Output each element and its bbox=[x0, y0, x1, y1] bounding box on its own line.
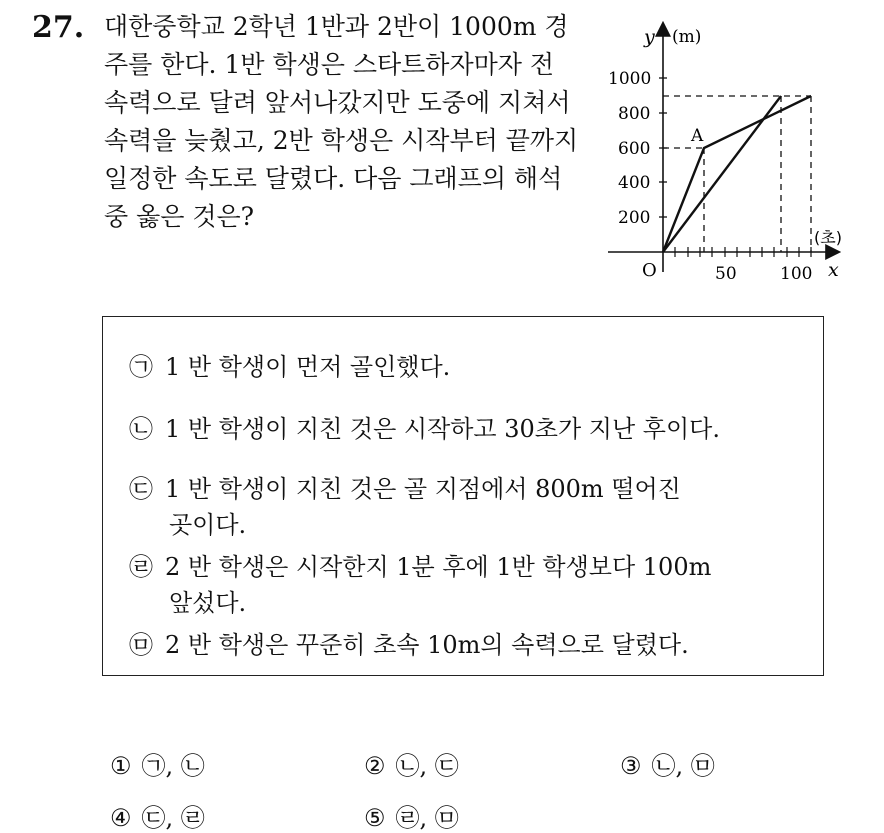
class1-line bbox=[663, 96, 811, 252]
x-tick-label: 100 bbox=[780, 264, 813, 284]
stem-line: 속력으로 달려 앞서나갔지만 도중에 지쳐서 bbox=[104, 88, 571, 117]
choice-number: ④ bbox=[110, 804, 132, 832]
statement-text-continued: 곳이다. bbox=[169, 511, 247, 539]
statement-marker: ㉢ bbox=[129, 475, 153, 503]
stem-line: 일정한 속도로 달렸다. 다음 그래프의 해석 bbox=[104, 164, 563, 193]
y-tick-label: 800 bbox=[618, 104, 651, 124]
statement-text: 1 반 학생이 지친 것은 시작하고 30초가 지난 후이다. bbox=[165, 415, 720, 443]
choice-text: ㉡, ㉢ bbox=[395, 752, 459, 780]
choice-number: ③ bbox=[620, 752, 642, 780]
stem-line: 주를 한다. 1반 학생은 스타트하자마자 전 bbox=[104, 50, 554, 79]
x-axis-label: x bbox=[828, 259, 839, 281]
statement-text: 1 반 학생이 지친 것은 골 지점에서 800m 떨어진 bbox=[165, 475, 681, 503]
statement-5 bbox=[129, 627, 689, 663]
statement-marker: ㉣ bbox=[129, 553, 153, 581]
stem-line: 속력을 늦췄고, 2반 학생은 시작부터 끝까지 bbox=[104, 126, 579, 155]
choice-text: ㉡, ㉤ bbox=[651, 752, 715, 780]
choice-text: ㉢, ㉣ bbox=[141, 804, 205, 832]
question-number: 27. bbox=[32, 10, 85, 45]
statement-1 bbox=[129, 349, 450, 385]
choice-number: ⑤ bbox=[364, 804, 386, 832]
dashed-guides bbox=[663, 96, 811, 252]
choice-4[interactable] bbox=[110, 798, 205, 833]
statement-2 bbox=[129, 411, 720, 447]
statement-4 bbox=[129, 549, 711, 621]
choice-1[interactable] bbox=[110, 746, 205, 781]
x-unit-label: (초) bbox=[814, 228, 842, 247]
y-axis-label: y bbox=[644, 26, 655, 48]
statement-text: 2 반 학생은 꾸준히 초속 10m의 속력으로 달렸다. bbox=[165, 631, 689, 659]
statement-text: 2 반 학생은 시작한지 1분 후에 1반 학생보다 100m bbox=[165, 553, 712, 581]
choice-3[interactable] bbox=[620, 746, 715, 781]
statement-3 bbox=[129, 471, 681, 543]
choice-number: ② bbox=[364, 752, 386, 780]
question-stem bbox=[104, 8, 594, 236]
y-tick-label: 600 bbox=[618, 139, 651, 159]
point-a-label: A bbox=[691, 126, 704, 146]
choice-5[interactable] bbox=[364, 798, 459, 833]
y-tick-label: 200 bbox=[618, 208, 651, 228]
statement-marker: ㉠ bbox=[129, 353, 153, 381]
stem-line: 중 옳은 것은? bbox=[104, 202, 255, 231]
x-tick-label: 50 bbox=[715, 264, 737, 284]
class2-line bbox=[663, 96, 781, 252]
y-tick-label: 400 bbox=[618, 173, 651, 193]
y-tick-label: 1000 bbox=[608, 69, 652, 89]
choice-text: ㉠, ㉡ bbox=[141, 752, 205, 780]
distance-time-graph bbox=[600, 10, 860, 290]
choice-text: ㉣, ㉤ bbox=[395, 804, 459, 832]
statements-box bbox=[102, 316, 824, 676]
statement-marker: ㉡ bbox=[129, 415, 153, 443]
choice-2[interactable] bbox=[364, 746, 459, 781]
stem-line: 대한중학교 2학년 1반과 2반이 1000m 경 bbox=[104, 12, 569, 41]
statement-marker: ㉤ bbox=[129, 631, 153, 659]
statement-text-continued: 앞섰다. bbox=[169, 589, 247, 617]
choice-number: ① bbox=[110, 752, 132, 780]
origin-label: O bbox=[642, 260, 657, 281]
y-unit-label: (m) bbox=[672, 27, 702, 47]
statement-text: 1 반 학생이 먼저 골인했다. bbox=[165, 353, 451, 381]
